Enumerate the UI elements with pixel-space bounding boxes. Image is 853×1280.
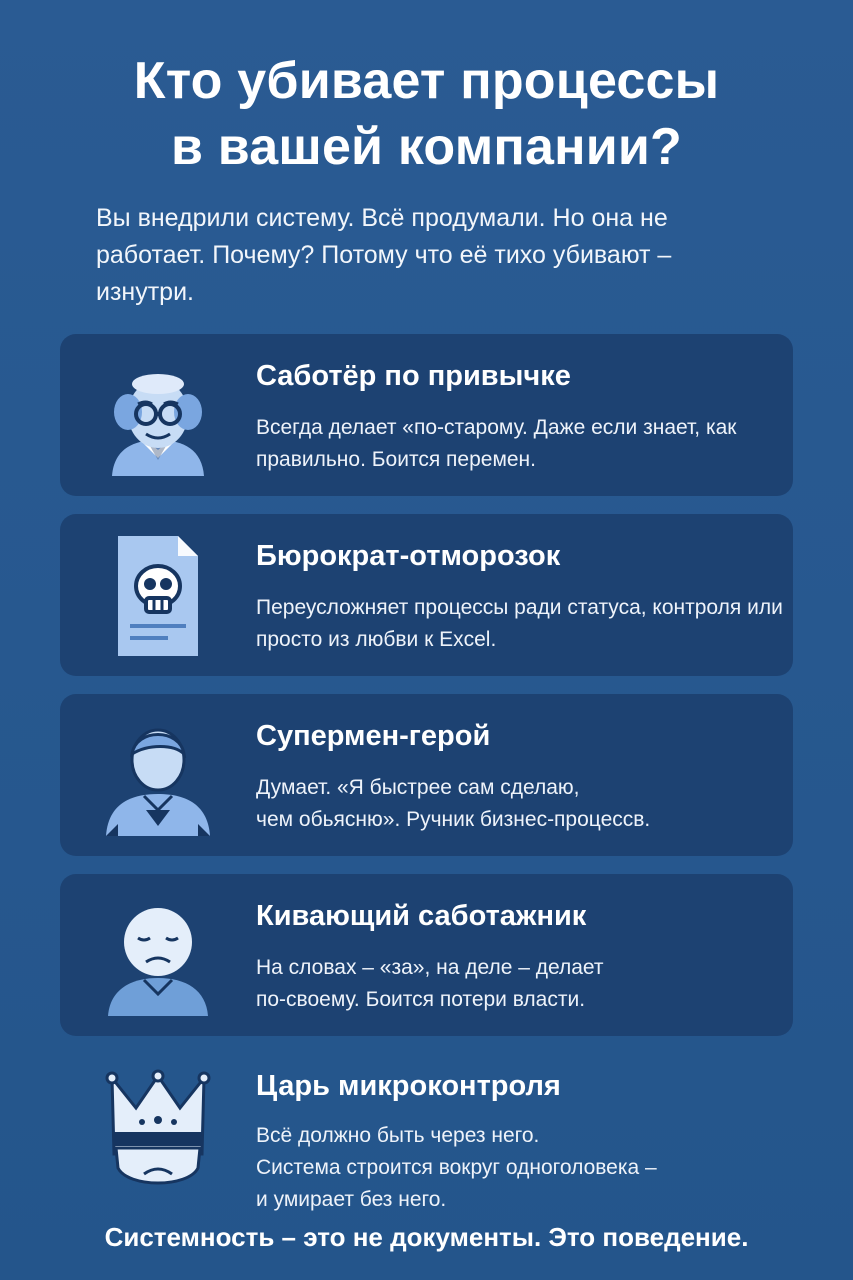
card-title: Царь микроконтроля	[256, 1070, 561, 1102]
title-line-2: в вашей компании?	[170, 118, 682, 176]
intro-text: Вы внедрили систему. Всё продумали. Но она не работает. Почему? Потому что её тихо убивают – изнутри.	[96, 204, 672, 306]
card-micromanager	[60, 1042, 793, 1214]
card-nodding-saboteur	[60, 874, 793, 1036]
card-description-line: Всё должно быть через него.	[256, 1124, 540, 1147]
old-man-glasses-icon	[98, 354, 218, 478]
page-title	[0, 48, 853, 180]
card-description-line: Думает. «Я быстрее сам сделаю,	[256, 776, 580, 799]
card-title: Кивающий саботажник	[256, 900, 587, 932]
card-superman	[60, 694, 793, 856]
card-description-line: чем обьясню». Ручник бизнес-процессв.	[256, 808, 651, 831]
card-title: Супермен-герой	[256, 720, 491, 752]
card-description	[256, 1120, 786, 1216]
card-habit-saboteur	[60, 334, 793, 496]
card-title: Саботёр по привычке	[256, 360, 571, 392]
card-description-line: по-своему. Боится потери власти.	[256, 988, 586, 1011]
title-line-1: Кто убивает процессы	[133, 52, 720, 110]
superhero-icon	[98, 714, 218, 838]
sad-crown-icon	[98, 1068, 218, 1192]
card-description	[256, 772, 786, 836]
card-description-line: и умирает без него.	[256, 1188, 447, 1211]
card-description: Переусложняет процессы ради статуса, контроля или просто из любви к Excel.	[256, 596, 783, 651]
skull-document-icon	[98, 534, 218, 658]
card-description-line: Система строится вокруг одноголовека –	[256, 1156, 657, 1179]
card-bureaucrat	[60, 514, 793, 676]
card-description-line: На словах – «за», на деле – делает	[256, 956, 604, 979]
card-title: Бюрократ-отморозок	[256, 540, 561, 572]
sad-nodding-face-icon	[98, 894, 218, 1018]
card-description	[256, 952, 786, 1016]
footer-tagline: Системность – это не документы. Это поведение.	[104, 1222, 749, 1252]
card-description: Всегда делает «по-старому. Даже если знает, как правильно. Боится перемен.	[256, 416, 737, 471]
